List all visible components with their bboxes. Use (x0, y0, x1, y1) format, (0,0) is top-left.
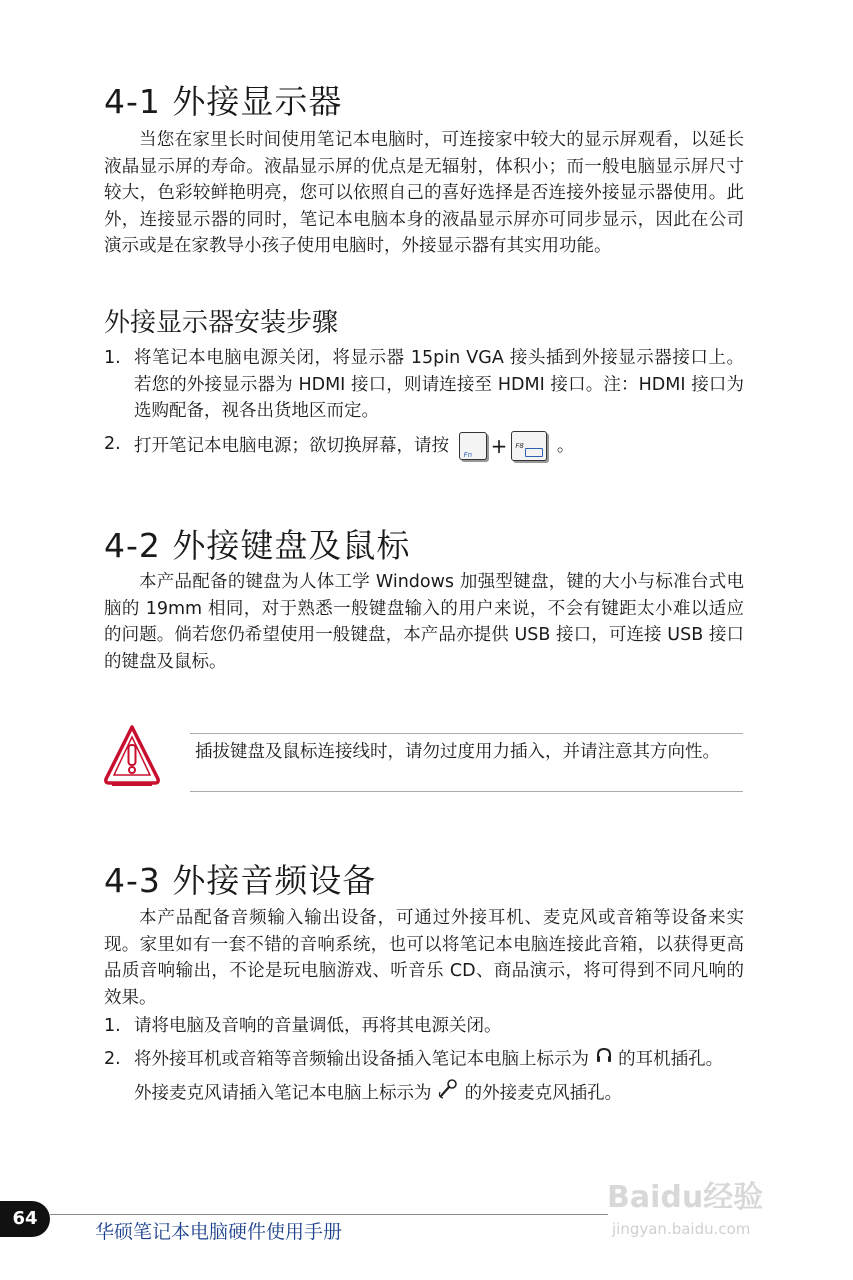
fn-key-label: Fn (463, 450, 473, 459)
fn-key-icon (459, 432, 487, 460)
headphone-icon (595, 1046, 613, 1073)
audio-steps-list (104, 1013, 744, 1115)
step-number: 1. (104, 1016, 121, 1036)
install-steps-list (104, 345, 744, 467)
section-4-3-paragraph: 本产品配备音频输入输出设备，可通过外接耳机、麦克风或音箱等设备来实现。家里如有一套不错的音响系统，也可以将笔记本电脑连接此音箱，以获得更高品质音响输出，不论是玩电脑游戏、听音乐 CD、商品演示，将可得到不同凡响的效果。 (104, 908, 744, 1008)
step-text: 将笔记本电脑电源关闭，将显示器 15pin VGA 接头插到外接显示器接口上。若您的外接显示器为 HDMI 接口，则请连接至 HDMI 接口。注：HDMI 接口为选购配备，视各出货地区而定。 (134, 348, 744, 421)
f8-key-icon (511, 431, 547, 461)
mic-text-after: 的外接麦克风插孔。 (464, 1083, 623, 1104)
footer-title: 华硕笔记本电脑硬件使用手册 (95, 1221, 343, 1243)
note-text: 插拔键盘及鼠标连接线时，请勿过度用力插入，并请注意其方向性。 (195, 742, 720, 762)
step-text-after: 。 (556, 435, 575, 456)
section-4-1-paragraph: 当您在家里长时间使用笔记本电脑时，可连接家中较大的显示屏观看，以延长液晶显示屏的寿命。液晶显示屏的优点是无辐射，体积小；而一般电脑显示屏尺寸较大，色彩较鲜艳明亮，您可以依照自己的喜好选择是否连接外接显示器使用。此外，连接显示器的同时，笔记本电脑本身的液晶显示屏亦可同步显示，因此在公司演示或是在家教导小孩子使用电脑时，外接显示器有其实用功能。 (104, 130, 744, 256)
section-4-2-heading: 4-2 外接键盘及鼠标 (104, 526, 411, 565)
list-item (104, 1078, 744, 1109)
note-box (190, 733, 743, 792)
list-item (104, 431, 744, 461)
step-text: 请将电脑及音响的音量调低，再将其电源关闭。 (134, 1016, 502, 1036)
step-text-after: 的耳机插孔。 (618, 1048, 724, 1069)
plus-sign: + (490, 433, 508, 458)
warning-icon (102, 723, 162, 793)
section-4-2-paragraph: 本产品配备的键盘为人体工学 Windows 加强型键盘，键的大小与标准台式电脑的 19mm 相同，对于熟悉一般键盘输入的用户来说，不会有键距太小难以适应的问题。倘若您仍希望使用一般键盘，本产品亦提供 USB 接口，可连接 USB 接口的键盘及鼠标。 (104, 572, 744, 672)
watermark-brand: Baidu经验 (607, 1180, 764, 1215)
step-number: 2. (104, 1048, 121, 1069)
page-number: 64 (0, 1201, 50, 1237)
f8-key-label: F8 (515, 441, 524, 450)
list-item (104, 1046, 744, 1073)
mic-text-before: 外接麦克风请插入笔记本电脑上标示为 (134, 1083, 432, 1104)
section-4-1-heading: 4-1 外接显示器 (104, 82, 343, 121)
step-text-before: 打开笔记本电脑电源；欲切换屏幕，请按 (134, 435, 449, 456)
microphone-icon (437, 1078, 459, 1109)
display-switch-icon (525, 448, 543, 457)
footer-divider (50, 1214, 608, 1215)
step-number: 2. (104, 433, 121, 454)
section-4-3-heading: 4-3 外接音频设备 (104, 861, 377, 900)
list-item (104, 1013, 744, 1040)
watermark-url: jingyan.baidu.com (612, 1220, 751, 1238)
list-item (104, 345, 744, 425)
install-steps-subheading: 外接显示器安装步骤 (104, 308, 339, 338)
step-number: 1. (104, 348, 121, 368)
step-text-before: 将外接耳机或音箱等音频输出设备插入笔记本电脑上标示为 (134, 1048, 589, 1069)
